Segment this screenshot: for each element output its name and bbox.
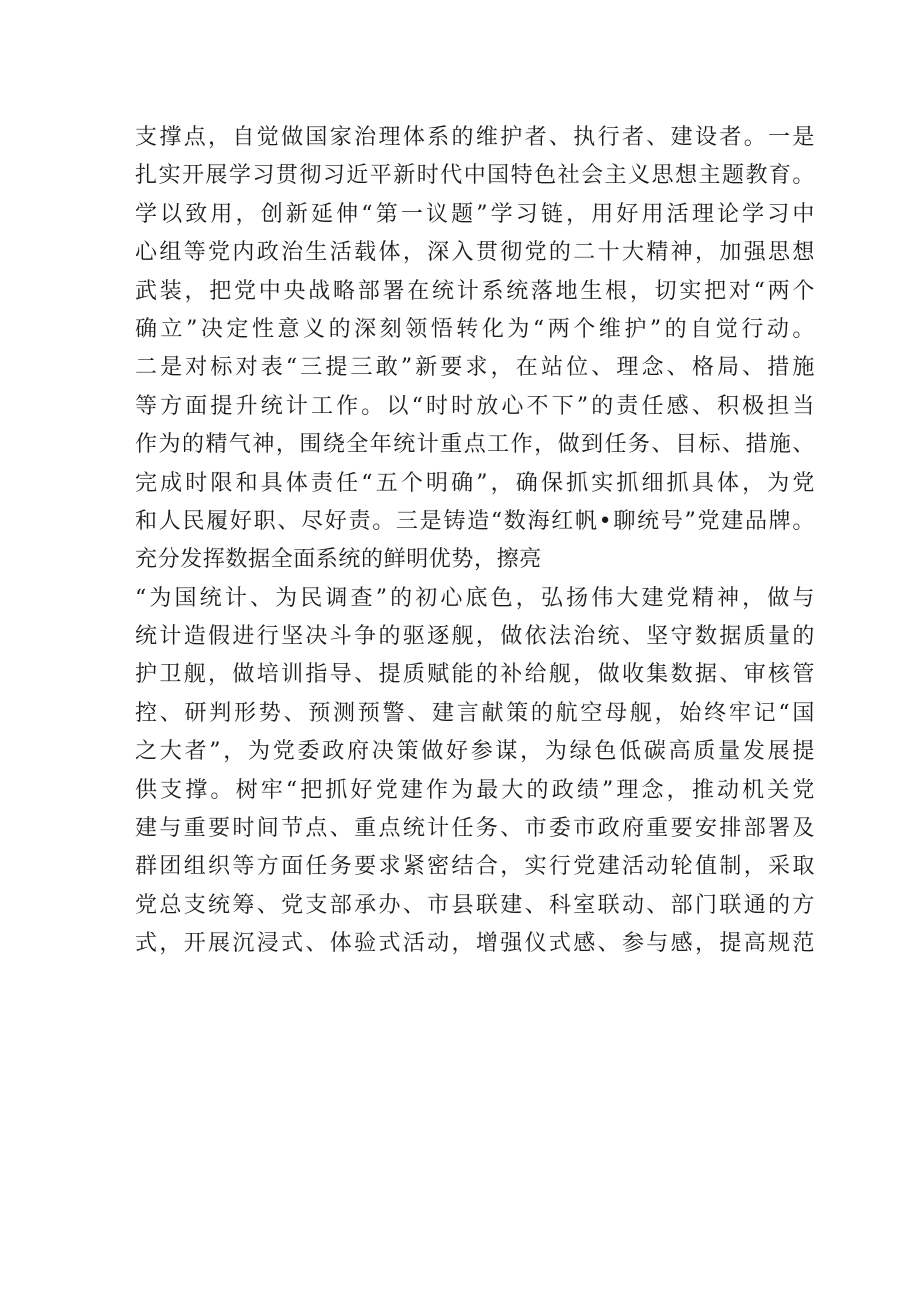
- text-line: 护卫舰，做培训指导、提质赋能的补给舰，做收集数据、审核管: [135, 662, 815, 688]
- text-line: 武装，把党中央战略部署在统计系统落地生根，切实把对“两个: [135, 278, 815, 304]
- text-line: 供支撑。树牢“把抓好党建作为最大的政绩”理念，推动机关党: [135, 777, 815, 803]
- text-line: 之大者”，为党委政府决策做好参谋，为绿色低碳高质量发展提: [135, 739, 815, 765]
- text-line: 支撑点，自觉做国家治理体系的维护者、执行者、建设者。一是: [135, 125, 815, 150]
- text-line: 和人民履好职、尽好责。三是铸造“数海红帆•聊统号”党建品牌。: [135, 508, 815, 534]
- text-line: 建与重要时间节点、重点统计任务、市委市政府重要安排部署及: [135, 816, 815, 842]
- text-line: 控、研判形势、预测预警、建言献策的航空母舰，始终牢记“国: [135, 700, 815, 726]
- text-line: 党总支统筹、党支部承办、市县联建、科室联动、部门联通的方: [135, 892, 815, 918]
- text-line: 完成时限和具体责任“五个明确”，确保抓实抓细抓具体，为党: [135, 470, 815, 496]
- text-line: 作为的精气神，围绕全年统计重点工作，做到任务、目标、措施、: [135, 432, 815, 458]
- text-line: 等方面提升统计工作。以“时时放心不下”的责任感、积极担当: [135, 393, 815, 419]
- text-line: 式，开展沉浸式、体验式活动，增强仪式感、参与感，提高规范: [135, 931, 815, 957]
- text-line: 二是对标对表“三提三敢”新要求，在站位、理念、格局、措施: [135, 355, 815, 381]
- text-line: 扎实开展学习贯彻习近平新时代中国特色社会主义思想主题教育。: [135, 163, 815, 189]
- body-text: [135, 119, 815, 964]
- text-line: “为国统计、为民调查”的初心底色，弘扬伟大建党精神，做与: [135, 585, 815, 611]
- text-line: 充分发挥数据全面系统的鲜明优势，擦亮: [135, 547, 542, 573]
- text-line: 统计造假进行坚决斗争的驱逐舰，做依法治统、坚守数据质量的: [135, 624, 815, 650]
- text-line: 确立”决定性意义的深刻领悟转化为“两个维护”的自觉行动。: [135, 316, 815, 342]
- text-line: 心组等党内政治生活载体，深入贯彻党的二十大精神，加强思想: [135, 240, 815, 266]
- text-line: 学以致用，创新延伸“第一议题”学习链，用好用活理论学习中: [135, 201, 815, 227]
- text-line: 群团组织等方面任务要求紧密结合，实行党建活动轮值制，采取: [135, 854, 815, 880]
